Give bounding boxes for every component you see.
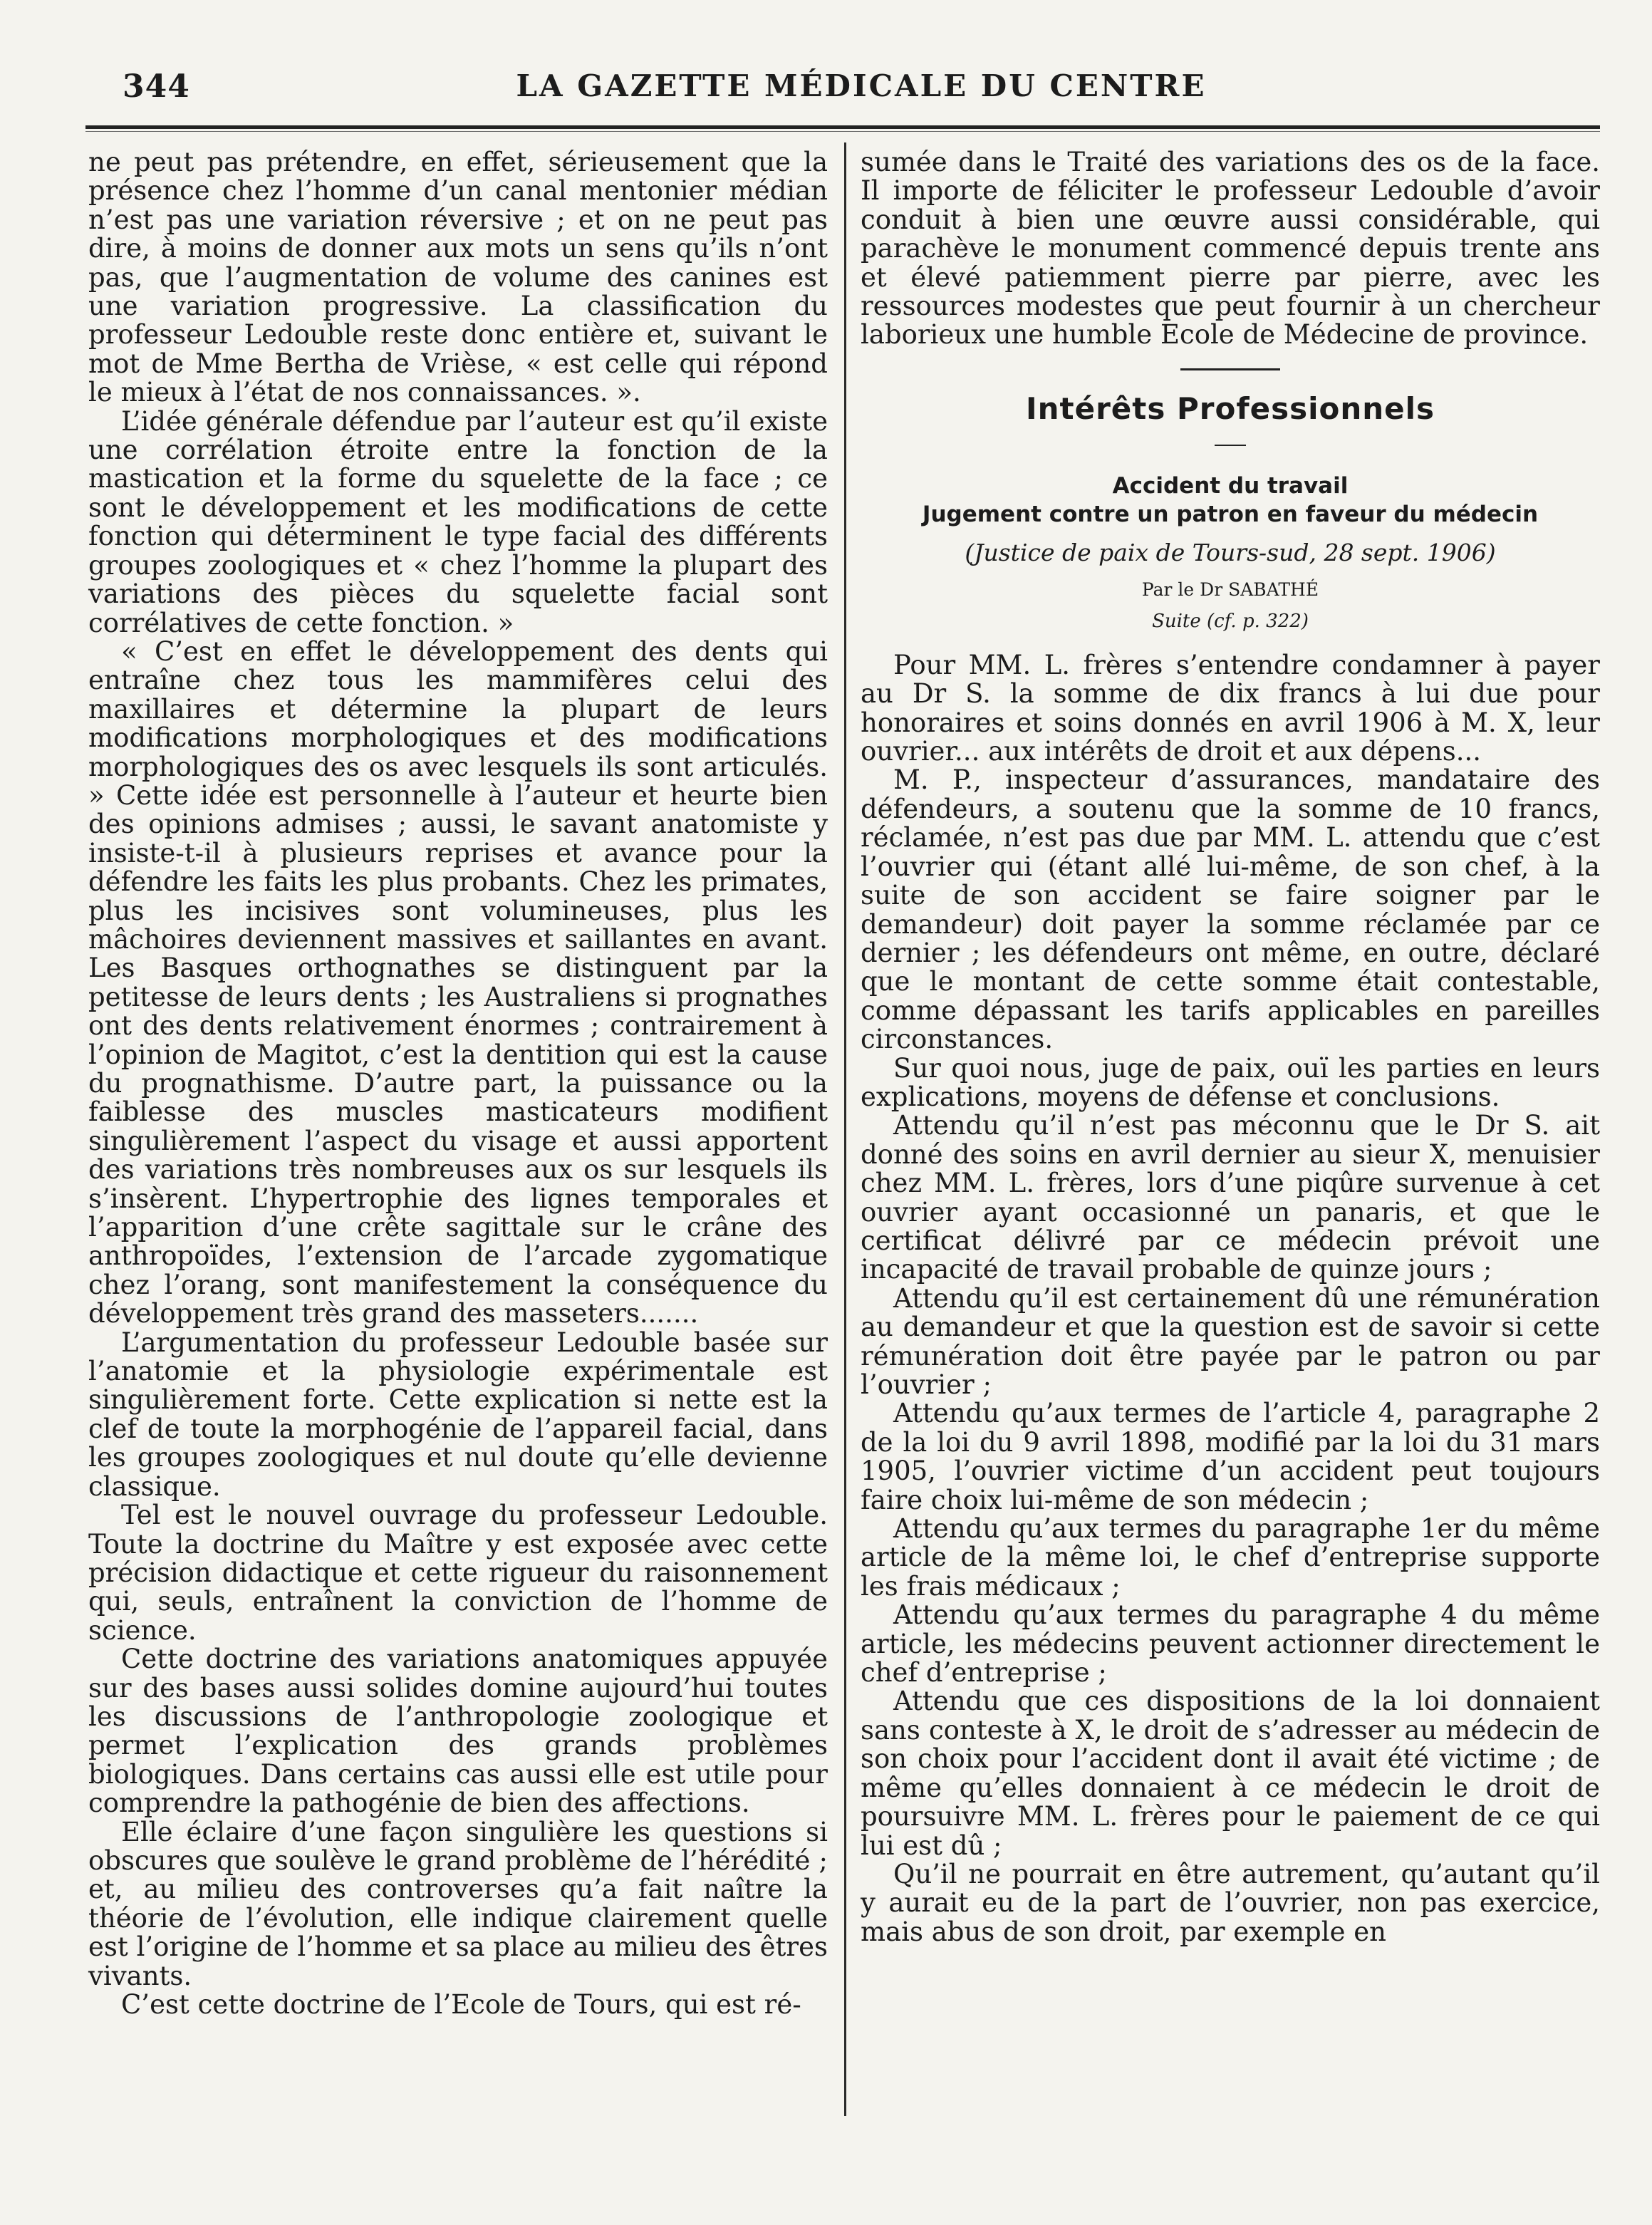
paragraph: Sur quoi nous, juge de paix, ouï les parties en leurs explications, moyens de défense et conclusions.: [861, 1052, 1600, 1112]
paragraph: Attendu qu’aux termes du paragraphe 4 du même article, les médecins peuvent actionner directement le chef d’entreprise ;: [861, 1599, 1600, 1689]
left-column: [88, 148, 828, 2019]
paragraph: Elle éclaire d’une façon singulière les questions si obscures que soulève le grand problème de l’hérédité ; et, au milieu des controverses qu’a fait naître la théorie de l’évolution, elle indique clairement quelle est l’origine de l’homme et sa place au milieu des êtres vivants.: [88, 1816, 828, 1991]
paragraph: Cette doctrine des variations anatomiques appuyée sur des bases aussi solides domine aujourd’hui toutes les discussions de l’anthropologie zoologique et permet l’explication des grands problèmes biologiques. Dans certains cas aussi elle est utile pour comprendre la pathogénie de bien des affections.: [88, 1644, 828, 1819]
paragraph: L’argumentation du professeur Ledouble basée sur l’anatomie et la physiologie expérimentale est singulièrement forte. Cette explication si nette est la clef de toute la morphogénie de l’appareil facial, dans les groupes zoologiques et nul doute qu’elle devienne classique.: [88, 1327, 828, 1502]
continued-note: Suite (cf. p. 322): [1152, 610, 1309, 632]
header-rule: [85, 125, 1600, 129]
paragraph: Pour MM. L. frères s’entendre condamner à payer au Dr S. la somme de dix francs à lui due pour honoraires et soins donnés en avril 1906 à M. X, leur ouvrier... aux intérêts de droit et aux dépens...: [861, 649, 1600, 767]
paragraph: Attendu que ces dispositions de la loi donnaient sans conteste à X, le droit de s’adresser au médecin de son choix pour l’accident dont il avait été victime ; de même qu’elles donnaient à ce médecin le droit de poursuivre MM. L. frères pour le paiement de ce qui lui est dû ;: [861, 1686, 1600, 1861]
section-rule-small: [1215, 445, 1246, 446]
paragraph: Attendu qu’il est certainement dû une rémunération au demandeur et que la question est de savoir si cette rémunération doit être payée par le patron ou par l’ouvrier ;: [861, 1282, 1600, 1400]
section-heading: Intérêts Professionnels: [1025, 390, 1435, 426]
court-reference: (Justice de paix de Tours-sud, 28 sept. 1906): [965, 538, 1496, 566]
byline: Par le Dr SABATHÉ: [1141, 579, 1319, 600]
journal-title: LA GAZETTE MÉDICALE DU CENTRE: [516, 68, 1207, 103]
column-divider: [844, 142, 846, 2116]
paragraph: Attendu qu’aux termes de l’article 4, paragraphe 2 de la loi du 9 avril 1898, modifié par la loi du 31 mars 1905, l’ouvrier victime d’un accident peut toujours faire choix lui-même de son médecin ;: [861, 1398, 1600, 1515]
right-column: [861, 148, 1600, 1946]
paragraph: C’est cette doctrine de l’Ecole de Tours, qui est ré-: [121, 1989, 801, 2020]
paragraph: Attendu qu’aux termes du paragraphe 1er du même article de la même loi, le chef d’entreprise supporte les frais médicaux ;: [861, 1513, 1600, 1602]
article-subtitle: Jugement contre un patron en faveur du médecin: [922, 501, 1539, 527]
page-number: 344: [123, 68, 190, 105]
paragraph: ne peut pas prétendre, en effet, sérieusement que la présence chez l’homme d’un canal mentonier médian n’est pas une variation réversive ; et on ne peut pas dire, à moins de donner aux mots un sens qu’ils n’ont pas, que l’augmentation de volume des canines est une variation progressive. La classification du professeur Ledouble reste donc entière et, suivant le mot de Mme Bertha de Vrièse, « est celle qui répond le mieux à l’état de nos connaissances. ».: [88, 147, 828, 408]
paragraph: Tel est le nouvel ouvrage du professeur Ledouble. Toute la doctrine du Maître y est exposée avec cette précision didactique et cette rigueur du raisonnement qui, seuls, entraînent la conviction de l’homme de science.: [88, 1500, 828, 1646]
page-header: [123, 68, 1600, 111]
paragraph: Qu’il ne pourrait en être autrement, qu’autant qu’il y aurait eu de la part de l’ouvrier, non pas exercice, mais abus de son droit, par exemple en: [861, 1858, 1600, 1947]
paragraph: « C’est en effet le développement des dents qui entraîne chez tous les mammifères celui des maxillaires et détermine la plupart de leurs modifications morphologiques et des modifications morphologiques des os avec lesquels ils sont articulés. » Cette idée est personnelle à l’auteur et heurte bien des opinions admises ; aussi, le savant anatomiste y insiste-t-il à plusieurs reprises et avance pour la défendre les faits les plus probants. Chez les primates, plus les incisives sont volumineuses, plus les mâchoires deviennent massives et saillantes en avant. Les Basques orthognathes se distinguent par la petitesse de leurs dents ; les Australiens si prognathes ont des dents relativement énormes ; contrairement à l’opinion de Magitot, c’est la dentition qui est la cause du prognathisme. D’autre part, la puissance ou la faiblesse des muscles masticateurs modifient singulièrement l’aspect du visage et aussi apportent des variations très nombreuses aux os sur lesquels ils s’insèrent. L’hypertrophie des lignes temporales et l’apparition d’une crête sagittale sur le crâne des anthropoïdes, l’extension de l’arcade zygomatique chez l’orang, sont manifestement la conséquence du développement très grand des masseters.......: [88, 636, 828, 1329]
paragraph: L’idée générale défendue par l’auteur est qu’il existe une corrélation étroite entre la fonction de la mastication et la forme du squelette de la face ; ce sont le développement et les modifications de cette fonction qui déterminent le type facial des différents groupes zoologiques et « chez l’homme la plupart des variations des pièces du squelette facial sont corrélatives de cette fonction. »: [88, 405, 828, 638]
paragraph: M. P., inspecteur d’assurances, mandataire des défendeurs, a soutenu que la somme de 10 francs, réclamée, n’est pas due par MM. L. attendu que c’est l’ouvrier qui (étant allé lui-même, de son chef, à la suite de son accident se faire soigner par le demandeur) doit payer la somme réclamée par ce dernier ; les défendeurs ont même, en outre, déclaré que le montant de cette somme était contestable, comme dépassant les tarifs applicables en pareilles circonstances.: [861, 764, 1600, 1055]
paragraph: Attendu qu’il n’est pas méconnu que le Dr S. ait donné des soins en avril dernier au sieur X, menuisier chez MM. L. frères, lors d’une piqûre survenue à cet ouvrier ayant occasionné un panaris, et que le certificat délivré par ce médecin prévoit une incapacité de travail probable de quinze jours ;: [861, 1110, 1600, 1285]
section-rule: [1180, 368, 1280, 370]
article-title: Accident du travail: [1112, 472, 1349, 499]
paragraph: sumée dans le Traité des variations des os de la face. Il importe de féliciter le professeur Ledouble d’avoir conduit à bien une œuvre aussi considérable, qui parachève le monument commencé depuis trente ans et élevé patiemment pierre par pierre, avec les ressources modestes que peut fournir à un chercheur laborieux une humble Ecole de Médecine de province.: [861, 147, 1600, 351]
header-rule-thin: [85, 131, 1600, 132]
